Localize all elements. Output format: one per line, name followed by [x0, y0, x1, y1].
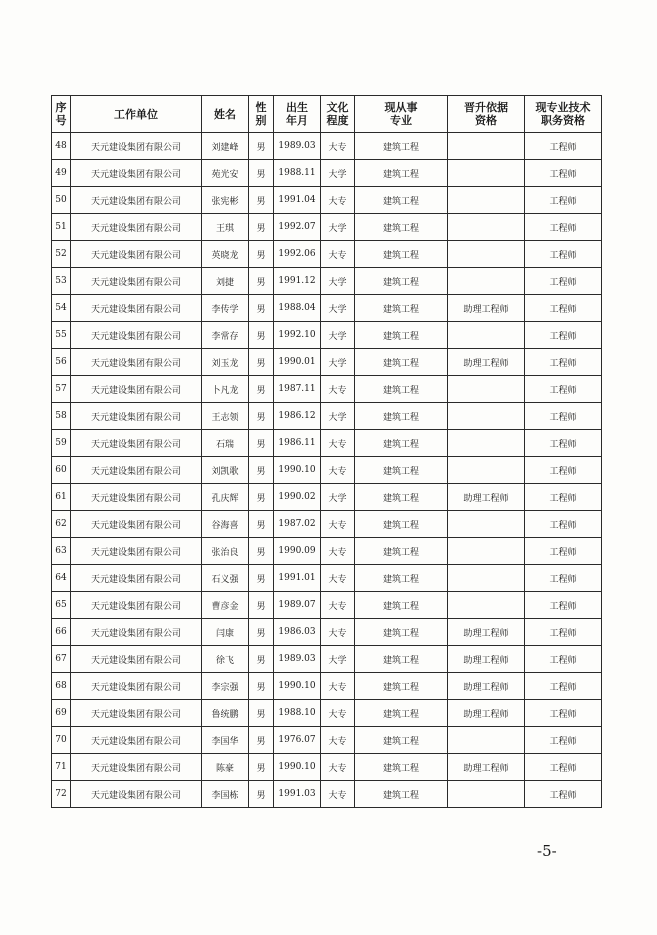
cell-major: 建筑工程: [355, 727, 448, 754]
cell-title: 工程师: [525, 565, 602, 592]
cell-title: 工程师: [525, 727, 602, 754]
cell-title: 工程师: [525, 187, 602, 214]
cell-seq: 71: [52, 754, 71, 781]
header-col-org: [71, 96, 202, 133]
cell-basis: 助理工程师: [448, 295, 525, 322]
table-row: [52, 187, 602, 214]
header-col-basis: [448, 96, 525, 133]
cell-basis: 助理工程师: [448, 754, 525, 781]
header-line: 序: [55, 101, 67, 114]
table-row: [52, 322, 602, 349]
cell-gender: 男: [249, 754, 274, 781]
cell-basis: [448, 214, 525, 241]
cell-title: 工程师: [525, 538, 602, 565]
table-row: [52, 565, 602, 592]
cell-birth: 1988.10: [274, 700, 321, 727]
header-col-name: [202, 96, 249, 133]
roster-table: [51, 95, 602, 808]
cell-edu: 大学: [321, 295, 355, 322]
page-number: -5-: [537, 842, 557, 860]
cell-seq: 69: [52, 700, 71, 727]
cell-basis: [448, 160, 525, 187]
header-line: 专业: [390, 114, 412, 127]
header-line: 程度: [326, 114, 349, 127]
cell-org: 天元建设集团有限公司: [71, 160, 202, 187]
cell-birth: 1986.12: [274, 403, 321, 430]
cell-gender: 男: [249, 295, 274, 322]
cell-name: 王志领: [202, 403, 249, 430]
cell-gender: 男: [249, 214, 274, 241]
cell-name: 李常存: [202, 322, 249, 349]
cell-edu: 大学: [321, 268, 355, 295]
cell-title: 工程师: [525, 268, 602, 295]
cell-major: 建筑工程: [355, 403, 448, 430]
header-line: 晋升依据: [464, 101, 508, 114]
cell-major: 建筑工程: [355, 322, 448, 349]
cell-seq: 51: [52, 214, 71, 241]
cell-title: 工程师: [525, 241, 602, 268]
cell-edu: 大专: [321, 727, 355, 754]
cell-title: 工程师: [525, 484, 602, 511]
cell-birth: 1987.11: [274, 376, 321, 403]
cell-name: 徐飞: [202, 646, 249, 673]
cell-edu: 大学: [321, 322, 355, 349]
cell-major: 建筑工程: [355, 511, 448, 538]
cell-org: 天元建设集团有限公司: [71, 565, 202, 592]
cell-org: 天元建设集团有限公司: [71, 295, 202, 322]
cell-birth: 1991.03: [274, 781, 321, 808]
cell-org: 天元建设集团有限公司: [71, 457, 202, 484]
cell-title: 工程师: [525, 619, 602, 646]
cell-gender: 男: [249, 565, 274, 592]
cell-birth: 1986.11: [274, 430, 321, 457]
cell-seq: 67: [52, 646, 71, 673]
header-col-seq: [52, 96, 71, 133]
cell-basis: [448, 133, 525, 160]
cell-title: 工程师: [525, 322, 602, 349]
header-line: 文化: [326, 101, 349, 114]
cell-org: 天元建设集团有限公司: [71, 646, 202, 673]
table-row: [52, 538, 602, 565]
cell-seq: 52: [52, 241, 71, 268]
table-row: [52, 160, 602, 187]
cell-org: 天元建设集团有限公司: [71, 538, 202, 565]
cell-gender: 男: [249, 646, 274, 673]
cell-birth: 1992.06: [274, 241, 321, 268]
cell-birth: 1976.07: [274, 727, 321, 754]
cell-seq: 61: [52, 484, 71, 511]
cell-name: 刘捷: [202, 268, 249, 295]
header-line: 职务资格: [541, 114, 585, 127]
cell-basis: [448, 241, 525, 268]
cell-edu: 大专: [321, 619, 355, 646]
cell-title: 工程师: [525, 214, 602, 241]
cell-name: 闫康: [202, 619, 249, 646]
table-row: [52, 511, 602, 538]
cell-basis: [448, 268, 525, 295]
cell-title: 工程师: [525, 376, 602, 403]
cell-title: 工程师: [525, 160, 602, 187]
cell-title: 工程师: [525, 646, 602, 673]
cell-org: 天元建设集团有限公司: [71, 430, 202, 457]
cell-major: 建筑工程: [355, 673, 448, 700]
table-row: [52, 133, 602, 160]
cell-org: 天元建设集团有限公司: [71, 727, 202, 754]
cell-edu: 大专: [321, 700, 355, 727]
cell-title: 工程师: [525, 592, 602, 619]
cell-name: 孔庆辉: [202, 484, 249, 511]
cell-org: 天元建设集团有限公司: [71, 754, 202, 781]
cell-seq: 60: [52, 457, 71, 484]
header-line: 资格: [475, 114, 497, 127]
table-row: [52, 619, 602, 646]
table-row: [52, 295, 602, 322]
cell-birth: 1989.03: [274, 133, 321, 160]
cell-birth: 1992.07: [274, 214, 321, 241]
cell-major: 建筑工程: [355, 592, 448, 619]
cell-title: 工程师: [525, 457, 602, 484]
cell-basis: 助理工程师: [448, 673, 525, 700]
cell-edu: 大专: [321, 538, 355, 565]
cell-birth: 1990.10: [274, 457, 321, 484]
cell-seq: 62: [52, 511, 71, 538]
cell-seq: 72: [52, 781, 71, 808]
cell-seq: 57: [52, 376, 71, 403]
cell-birth: 1987.02: [274, 511, 321, 538]
cell-birth: 1991.04: [274, 187, 321, 214]
cell-edu: 大专: [321, 754, 355, 781]
cell-edu: 大专: [321, 133, 355, 160]
cell-gender: 男: [249, 268, 274, 295]
cell-org: 天元建设集团有限公司: [71, 592, 202, 619]
table-row: [52, 781, 602, 808]
cell-edu: 大专: [321, 673, 355, 700]
cell-basis: [448, 322, 525, 349]
cell-seq: 55: [52, 322, 71, 349]
cell-basis: [448, 376, 525, 403]
cell-edu: 大专: [321, 187, 355, 214]
cell-basis: 助理工程师: [448, 619, 525, 646]
header-line: 别: [255, 114, 267, 127]
cell-basis: 助理工程师: [448, 700, 525, 727]
cell-edu: 大学: [321, 403, 355, 430]
header-line: 工作单位: [114, 107, 158, 121]
cell-org: 天元建设集团有限公司: [71, 214, 202, 241]
cell-name: 刘建峰: [202, 133, 249, 160]
table-row: [52, 403, 602, 430]
cell-name: 张宪彬: [202, 187, 249, 214]
cell-name: 王琪: [202, 214, 249, 241]
cell-seq: 48: [52, 133, 71, 160]
cell-basis: 助理工程师: [448, 349, 525, 376]
cell-org: 天元建设集团有限公司: [71, 268, 202, 295]
cell-major: 建筑工程: [355, 160, 448, 187]
cell-gender: 男: [249, 538, 274, 565]
cell-name: 李宗强: [202, 673, 249, 700]
cell-name: 陈豪: [202, 754, 249, 781]
header-col-edu: [321, 96, 355, 133]
cell-birth: 1990.10: [274, 754, 321, 781]
header-line: 性: [255, 101, 267, 114]
table-row: [52, 268, 602, 295]
header-line: 姓名: [214, 107, 236, 121]
cell-birth: 1989.03: [274, 646, 321, 673]
cell-title: 工程师: [525, 511, 602, 538]
cell-birth: 1990.01: [274, 349, 321, 376]
cell-org: 天元建设集团有限公司: [71, 619, 202, 646]
cell-edu: 大专: [321, 457, 355, 484]
cell-gender: 男: [249, 430, 274, 457]
cell-name: 英晓龙: [202, 241, 249, 268]
header-line: 年月: [286, 114, 308, 127]
cell-gender: 男: [249, 241, 274, 268]
cell-seq: 53: [52, 268, 71, 295]
cell-name: 卜凡龙: [202, 376, 249, 403]
cell-title: 工程师: [525, 403, 602, 430]
cell-basis: [448, 565, 525, 592]
cell-name: 李国华: [202, 727, 249, 754]
cell-edu: 大学: [321, 349, 355, 376]
cell-major: 建筑工程: [355, 565, 448, 592]
cell-birth: 1990.10: [274, 673, 321, 700]
cell-org: 天元建设集团有限公司: [71, 673, 202, 700]
cell-title: 工程师: [525, 295, 602, 322]
table-row: [52, 349, 602, 376]
cell-org: 天元建设集团有限公司: [71, 187, 202, 214]
cell-basis: [448, 727, 525, 754]
cell-name: 石义强: [202, 565, 249, 592]
cell-seq: 58: [52, 403, 71, 430]
cell-org: 天元建设集团有限公司: [71, 484, 202, 511]
cell-birth: 1990.02: [274, 484, 321, 511]
cell-major: 建筑工程: [355, 646, 448, 673]
cell-birth: 1986.03: [274, 619, 321, 646]
cell-seq: 66: [52, 619, 71, 646]
cell-basis: [448, 430, 525, 457]
cell-title: 工程师: [525, 673, 602, 700]
cell-name: 苑光安: [202, 160, 249, 187]
cell-name: 刘凯歌: [202, 457, 249, 484]
cell-birth: 1991.01: [274, 565, 321, 592]
cell-gender: 男: [249, 511, 274, 538]
cell-basis: [448, 187, 525, 214]
cell-title: 工程师: [525, 133, 602, 160]
cell-basis: 助理工程师: [448, 646, 525, 673]
cell-major: 建筑工程: [355, 538, 448, 565]
header-line: 现从事: [384, 101, 418, 114]
cell-basis: 助理工程师: [448, 484, 525, 511]
cell-org: 天元建设集团有限公司: [71, 781, 202, 808]
cell-seq: 64: [52, 565, 71, 592]
cell-basis: [448, 592, 525, 619]
cell-major: 建筑工程: [355, 295, 448, 322]
cell-name: 石瑞: [202, 430, 249, 457]
header-line: 现专业技术: [535, 101, 591, 114]
table-row: [52, 700, 602, 727]
cell-gender: 男: [249, 187, 274, 214]
cell-title: 工程师: [525, 349, 602, 376]
table-row: [52, 376, 602, 403]
cell-gender: 男: [249, 403, 274, 430]
cell-title: 工程师: [525, 700, 602, 727]
cell-edu: 大学: [321, 646, 355, 673]
header-col-major: [355, 96, 448, 133]
table-row: [52, 727, 602, 754]
header-line: 出生: [286, 101, 308, 114]
cell-gender: 男: [249, 619, 274, 646]
cell-major: 建筑工程: [355, 214, 448, 241]
header-line: 号: [55, 114, 67, 127]
cell-major: 建筑工程: [355, 484, 448, 511]
cell-gender: 男: [249, 133, 274, 160]
header-col-gender: [249, 96, 274, 133]
cell-gender: 男: [249, 160, 274, 187]
table-row: [52, 241, 602, 268]
cell-gender: 男: [249, 673, 274, 700]
table-row: [52, 592, 602, 619]
cell-org: 天元建设集团有限公司: [71, 700, 202, 727]
cell-edu: 大学: [321, 484, 355, 511]
cell-edu: 大学: [321, 160, 355, 187]
table-row: [52, 214, 602, 241]
cell-major: 建筑工程: [355, 187, 448, 214]
cell-org: 天元建设集团有限公司: [71, 403, 202, 430]
cell-birth: 1991.12: [274, 268, 321, 295]
cell-basis: [448, 781, 525, 808]
cell-basis: [448, 538, 525, 565]
table-row: [52, 646, 602, 673]
cell-name: 张治良: [202, 538, 249, 565]
cell-basis: [448, 457, 525, 484]
cell-gender: 男: [249, 484, 274, 511]
header-col-birth: [274, 96, 321, 133]
cell-edu: 大专: [321, 241, 355, 268]
cell-edu: 大专: [321, 592, 355, 619]
cell-basis: [448, 511, 525, 538]
cell-seq: 50: [52, 187, 71, 214]
cell-birth: 1988.11: [274, 160, 321, 187]
cell-org: 天元建设集团有限公司: [71, 349, 202, 376]
cell-major: 建筑工程: [355, 619, 448, 646]
cell-major: 建筑工程: [355, 133, 448, 160]
cell-major: 建筑工程: [355, 241, 448, 268]
cell-name: 谷海喜: [202, 511, 249, 538]
cell-seq: 63: [52, 538, 71, 565]
cell-name: 曹彦金: [202, 592, 249, 619]
cell-seq: 49: [52, 160, 71, 187]
cell-major: 建筑工程: [355, 349, 448, 376]
cell-edu: 大专: [321, 565, 355, 592]
cell-title: 工程师: [525, 781, 602, 808]
cell-seq: 59: [52, 430, 71, 457]
cell-gender: 男: [249, 349, 274, 376]
cell-major: 建筑工程: [355, 457, 448, 484]
cell-gender: 男: [249, 457, 274, 484]
cell-name: 鲁统鹏: [202, 700, 249, 727]
cell-gender: 男: [249, 781, 274, 808]
cell-edu: 大专: [321, 376, 355, 403]
cell-org: 天元建设集团有限公司: [71, 241, 202, 268]
cell-seq: 65: [52, 592, 71, 619]
cell-gender: 男: [249, 376, 274, 403]
cell-edu: 大专: [321, 511, 355, 538]
cell-basis: [448, 403, 525, 430]
cell-title: 工程师: [525, 754, 602, 781]
cell-name: 李传学: [202, 295, 249, 322]
cell-org: 天元建设集团有限公司: [71, 511, 202, 538]
cell-org: 天元建设集团有限公司: [71, 322, 202, 349]
cell-name: 李国栋: [202, 781, 249, 808]
cell-gender: 男: [249, 727, 274, 754]
table-row: [52, 457, 602, 484]
cell-org: 天元建设集团有限公司: [71, 133, 202, 160]
cell-edu: 大专: [321, 781, 355, 808]
cell-seq: 70: [52, 727, 71, 754]
cell-name: 刘玉龙: [202, 349, 249, 376]
cell-major: 建筑工程: [355, 781, 448, 808]
cell-birth: 1988.04: [274, 295, 321, 322]
cell-seq: 56: [52, 349, 71, 376]
cell-major: 建筑工程: [355, 700, 448, 727]
cell-gender: 男: [249, 700, 274, 727]
cell-birth: 1992.10: [274, 322, 321, 349]
header-col-title: [525, 96, 602, 133]
cell-birth: 1989.07: [274, 592, 321, 619]
cell-gender: 男: [249, 592, 274, 619]
table-row: [52, 673, 602, 700]
cell-edu: 大学: [321, 214, 355, 241]
table-header-row: [52, 96, 602, 133]
cell-gender: 男: [249, 322, 274, 349]
cell-edu: 大专: [321, 430, 355, 457]
cell-birth: 1990.09: [274, 538, 321, 565]
cell-org: 天元建设集团有限公司: [71, 376, 202, 403]
cell-seq: 54: [52, 295, 71, 322]
table-row: [52, 430, 602, 457]
cell-major: 建筑工程: [355, 754, 448, 781]
table-row: [52, 754, 602, 781]
cell-seq: 68: [52, 673, 71, 700]
table-body: [52, 133, 602, 808]
cell-title: 工程师: [525, 430, 602, 457]
cell-major: 建筑工程: [355, 430, 448, 457]
cell-major: 建筑工程: [355, 376, 448, 403]
cell-major: 建筑工程: [355, 268, 448, 295]
table-row: [52, 484, 602, 511]
